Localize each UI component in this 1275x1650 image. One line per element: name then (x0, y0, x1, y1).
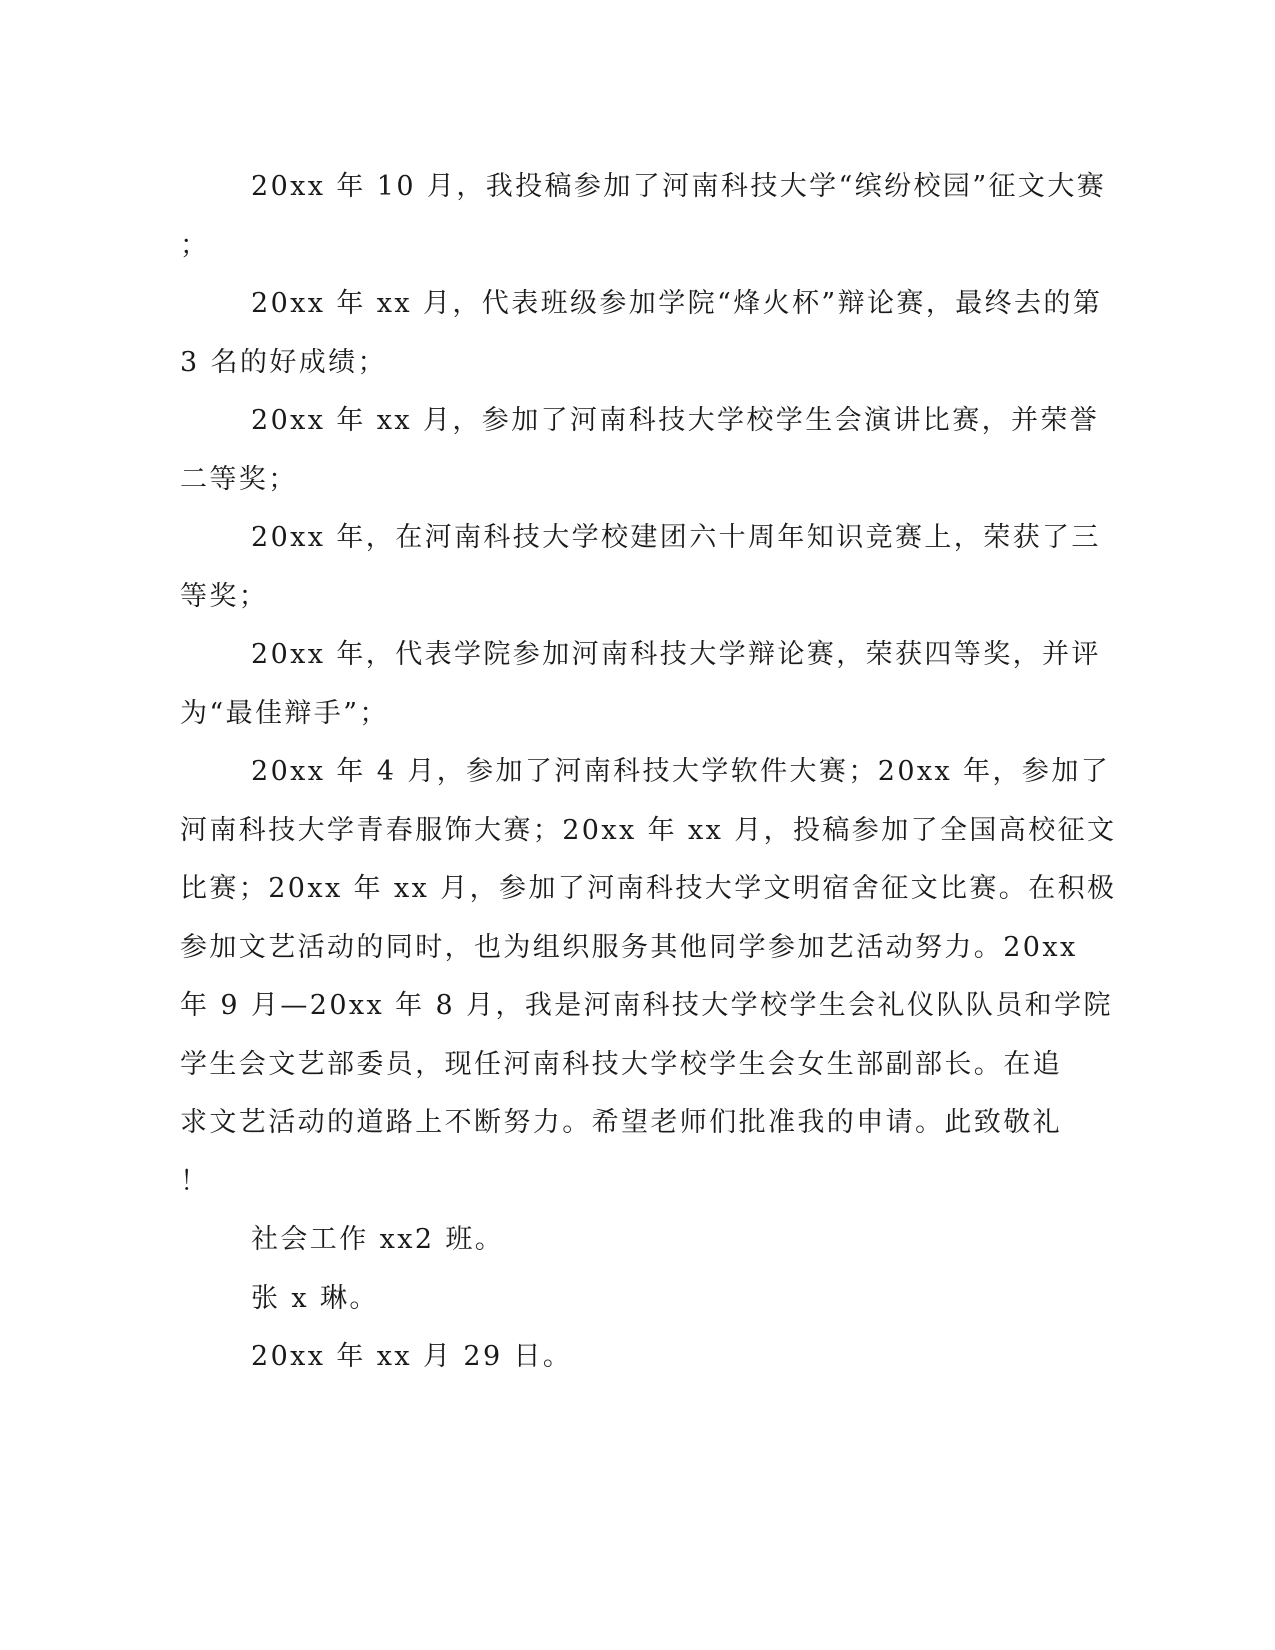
text-line: ； (180, 229, 210, 261)
text-line: 20xx 年 10 月，我投稿参加了河南科技大学“缤纷校园”征文大赛 (251, 171, 1107, 202)
text-line: 20xx 年，在河南科技大学校建团六十周年知识竞赛上，荣获了三 (251, 522, 1101, 553)
text-line: 比赛；20xx 年 xx 月，参加了河南科技大学文明宿舍征文比赛。在积极 (180, 873, 1117, 904)
text-line: 3 名的好成绩； (180, 346, 387, 378)
signature-name: 张 x 琳。 (251, 1282, 379, 1314)
text-line: 年 9 月—20xx 年 8 月，我是河南科技大学校学生会礼仪队队员和学院 (180, 990, 1113, 1021)
signature-class: 社会工作 xx2 班。 (251, 1224, 505, 1255)
text-line: 等奖； (180, 580, 269, 612)
text-line: 河南科技大学青春服饰大赛；20xx 年 xx 月，投稿参加了全国高校征文 (180, 814, 1117, 846)
text-line: 学生会文艺部委员，现任河南科技大学校学生会女生部副部长。在追 (180, 1048, 1062, 1080)
text-line: 二等奖； (180, 463, 298, 495)
text-line: 参加文艺活动的同时，也为组织服务其他同学参加艺活动努力。20xx (180, 931, 1078, 963)
text-line: 20xx 年 4 月，参加了河南科技大学软件大赛；20xx 年，参加了 (251, 756, 1111, 787)
text-line: 求文艺活动的道路上不断努力。希望老师们批准我的申请。此致敬礼 (180, 1107, 1062, 1138)
text-line: ！ (180, 1165, 210, 1197)
text-line: 20xx 年 xx 月，参加了河南科技大学校学生会演讲比赛，并荣誉 (251, 405, 1100, 436)
text-line: 20xx 年 xx 月，代表班级参加学院“烽火杯”辩论赛，最终去的第 (251, 288, 1103, 319)
document-body (180, 158, 1117, 1387)
text-line: 20xx 年，代表学院参加河南科技大学辩论赛，荣获四等奖，并评 (251, 639, 1101, 670)
signature-date: 20xx 年 xx 月 29 日。 (251, 1341, 573, 1372)
text-line: 为“最佳辩手”； (180, 697, 389, 729)
